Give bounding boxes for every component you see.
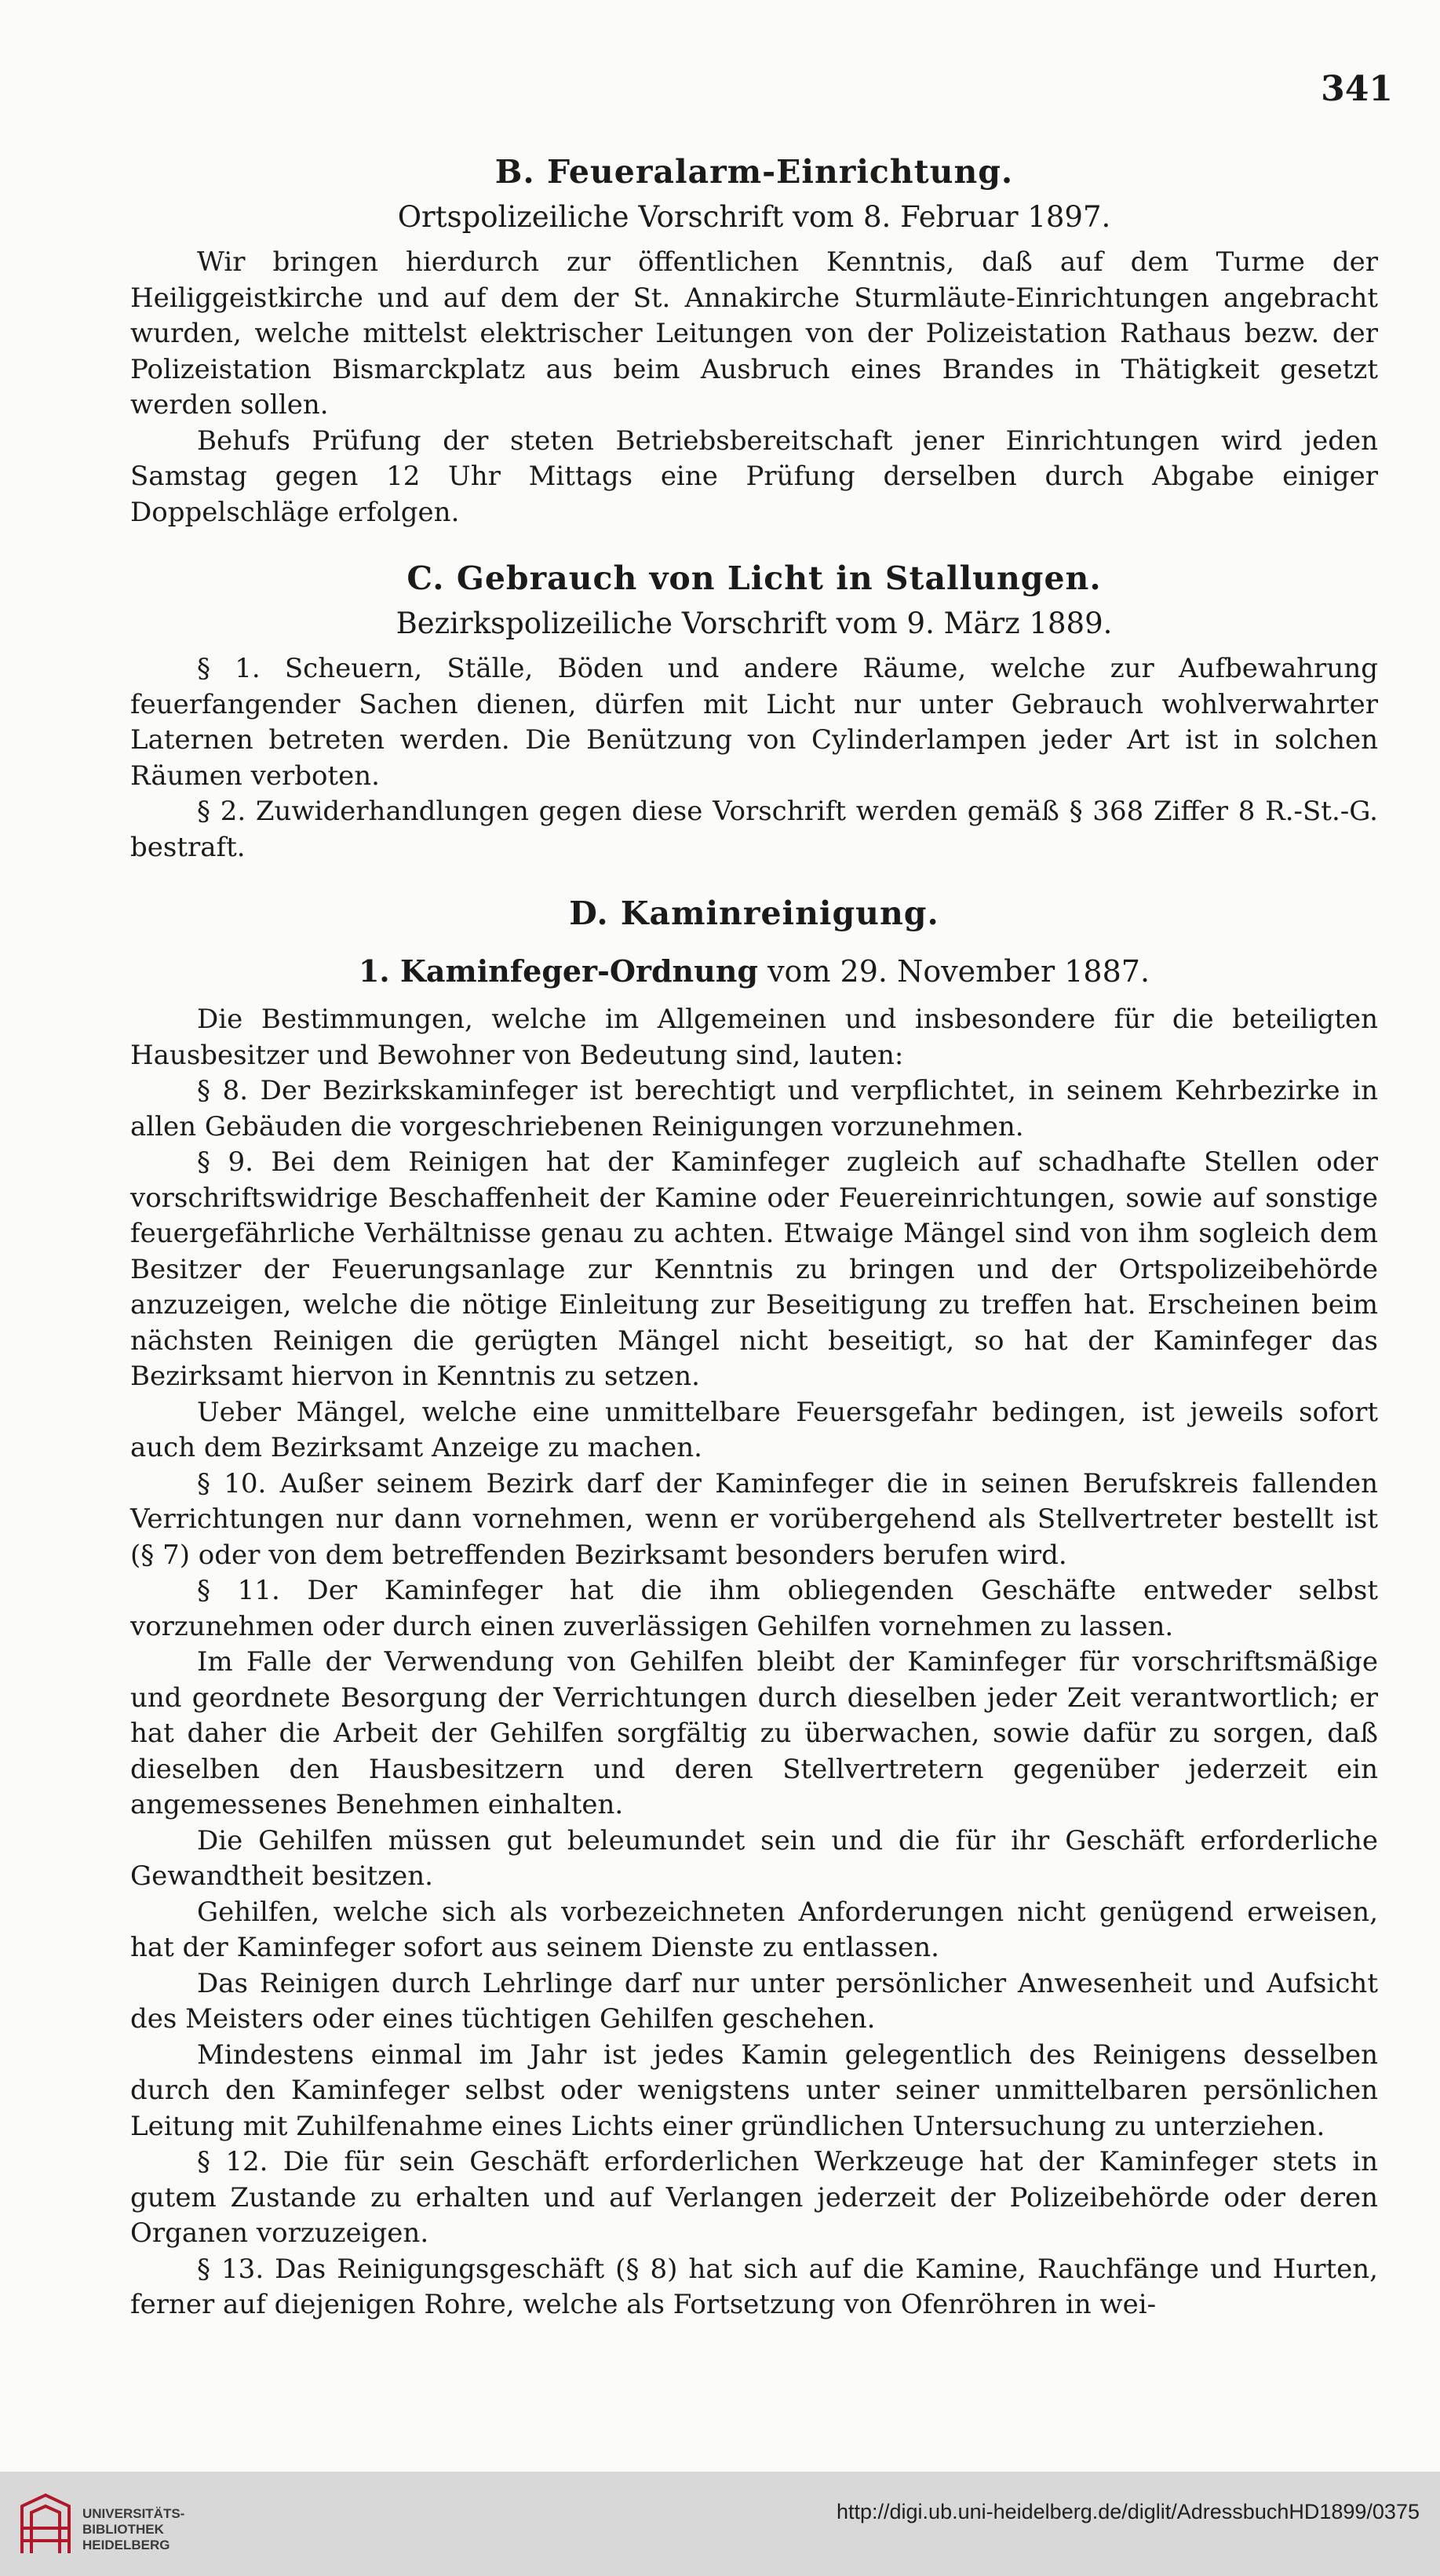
paragraph: § 11. Der Kaminfeger hat die ihm obliegenden Geschäfte entweder selbst vorzunehmen oder durch einen zuverlässigen Gehilfen vornehmen zu lassen.	[130, 1575, 1378, 1642]
source-url-link[interactable]: http://digi.ub.uni-heidelberg.de/diglit/AdressbuchHD1899/0375	[836, 2500, 1420, 2523]
paragraph: Die Gehilfen müssen gut beleumundet sein und die für ihr Geschäft erforderliche Gewandtheit besitzen.	[130, 1824, 1378, 1892]
footer-bar	[0, 2472, 1440, 2576]
section-b-subheading: Ortspolizeiliche Vorschrift vom 8. Februar 1897.	[397, 200, 1111, 234]
paragraph: § 9. Bei dem Reinigen hat der Kaminfeger zugleich auf schadhafte Stellen oder vorschriftswidrige Beschaffenheit der Kamine oder Feuereinrichtungen, sowie auf sonstige feuergefährliche Verhältnisse genau zu achten. Etwaige Mängel sind von ihm sogleich dem Besitzer der Feuerungsanlage zur Kenntnis zu bringen und der Ortspolizeibehörde anzuzeigen, welche die nötige Einleitung zur Beseitigung zu treffen hat. Erscheinen beim nächsten Reinigen die gerügten Mängel nicht beseitigt, so hat der Kaminfeger das Bezirksamt hiervon in Kenntnis zu setzen.	[130, 1146, 1378, 1392]
library-name-line: HEIDELBERG	[82, 2538, 170, 2552]
paragraph: § 1. Scheuern, Ställe, Böden und andere Räume, welche zur Aufbewahrung feuerfangender Sachen dienen, dürfen mit Licht nur unter Gebrauch wohlverwahrter Laternen betreten werden. Die Benützung von Cylinderlampen jeder Art ist in solchen Räumen verboten.	[130, 653, 1378, 792]
item-date: vom 29. November 1887.	[767, 954, 1150, 989]
section-b-heading: B. Feueralarm-Einrichtung.	[494, 153, 1014, 191]
paragraph: § 8. Der Bezirkskaminfeger ist berechtigt und verpflichtet, in seinem Kehrbezirke in allen Gebäuden die vorgeschriebenen Reinigungen vorzunehmen.	[130, 1075, 1378, 1142]
paragraph: Mindestens einmal im Jahr ist jedes Kamin gelegentlich des Reinigens desselben durch den Kaminfeger selbst oder wenigstens unter seiner unmittelbaren persönlichen Leitung mit Zuhilfenahme eines Lichts einer gründlichen Untersuchung zu unterziehen.	[130, 2039, 1378, 2142]
section-c-heading: C. Gebrauch von Licht in Stallungen.	[406, 559, 1102, 597]
section-c-subheading: Bezirkspolizeiliche Vorschrift vom 9. März 1889.	[396, 607, 1113, 640]
item-heading	[130, 950, 1378, 993]
paragraph: Gehilfen, welche sich als vorbezeichneten Anforderungen nicht genügend erweisen, hat der Kaminfeger sofort aus seinem Dienste zu entlassen.	[130, 1896, 1378, 1963]
paragraph: § 13. Das Reinigungsgeschäft (§ 8) hat sich auf die Kamine, Rauchfänge und Hurten, ferner auf diejenigen Rohre, welche als Fortsetzung von Ofenröhren in wei-	[130, 2253, 1378, 2320]
paragraph: Das Reinigen durch Lehrlinge darf nur unter persönlicher Anwesenheit und Aufsicht des Meisters oder eines tüchtigen Gehilfen geschehen.	[130, 1967, 1378, 2035]
paragraph: Wir bringen hierdurch zur öffentlichen Kenntnis, daß auf dem Turme der Heiliggeistkirche und auf dem der St. Annakirche Sturmläute-Einrichtungen angebracht wurden, welche mittelst elektrischer Leitungen von der Polizeistation Rathaus bezw. der Polizeistation Bismarckplatz aus beim Ausbruch eines Brandes in Thätigkeit gesetzt werden sollen.	[130, 246, 1378, 421]
paragraph: § 10. Außer seinem Bezirk darf der Kaminfeger die in seinen Berufskreis fallenden Verrichtungen nur dann vornehmen, wenn er vorübergehend als Stellvertreter bestellt ist (§ 7) oder von dem betreffenden Bezirksamt besonders berufen wird.	[130, 1467, 1378, 1571]
library-name-line: UNIVERSITÄTS-	[82, 2506, 185, 2521]
paragraph: § 2. Zuwiderhandlungen gegen diese Vorschrift werden gemäß § 368 Ziffer 8 R.-St.-G. bestraft.	[130, 796, 1378, 863]
page-number: 341	[1321, 69, 1393, 109]
paragraph: § 12. Die für sein Geschäft erforderlichen Werkzeuge hat der Kaminfeger stets in gutem Zustande zu erhalten und auf Verlangen jederzeit der Polizeibehörde oder deren Organen vorzuzeigen.	[130, 2146, 1378, 2249]
paragraph: Behufs Prüfung der steten Betriebsbereitschaft jener Einrichtungen wird jeden Samstag gegen 12 Uhr Mittags eine Prüfung derselben durch Abgabe einiger Doppelschläge erfolgen.	[130, 424, 1378, 528]
university-library-logo-icon	[14, 2489, 77, 2560]
paragraph: Im Falle der Verwendung von Gehilfen bleibt der Kaminfeger für vorschriftsmäßige und geordnete Besorgung der Verrichtungen durch dieselben jeder Zeit verantwortlich; er hat daher die Arbeit der Gehilfen sorgfältig zu überwachen, sowie dafür zu sorgen, daß dieselben den Hausbesitzern und deren Stellvertretern gegenüber jederzeit ein angemessenes Benehmen einhalten.	[130, 1646, 1378, 1820]
paragraph: Die Bestimmungen, welche im Allgemeinen und insbesondere für die beteiligten Hausbesitzer und Bewohner von Bedeutung sind, lauten:	[130, 1004, 1378, 1071]
item-title: 1. Kaminfeger-Ordnung	[358, 953, 758, 989]
page-content	[130, 146, 1378, 2323]
section-d-heading: D. Kaminreinigung.	[569, 894, 939, 932]
library-name-line: BIBLIOTHEK	[82, 2522, 164, 2537]
paragraph: Ueber Mängel, welche eine unmittelbare Feuersgefahr bedingen, ist jeweils sofort auch dem Bezirksamt Anzeige zu machen.	[130, 1396, 1378, 1463]
library-name	[82, 2506, 184, 2553]
